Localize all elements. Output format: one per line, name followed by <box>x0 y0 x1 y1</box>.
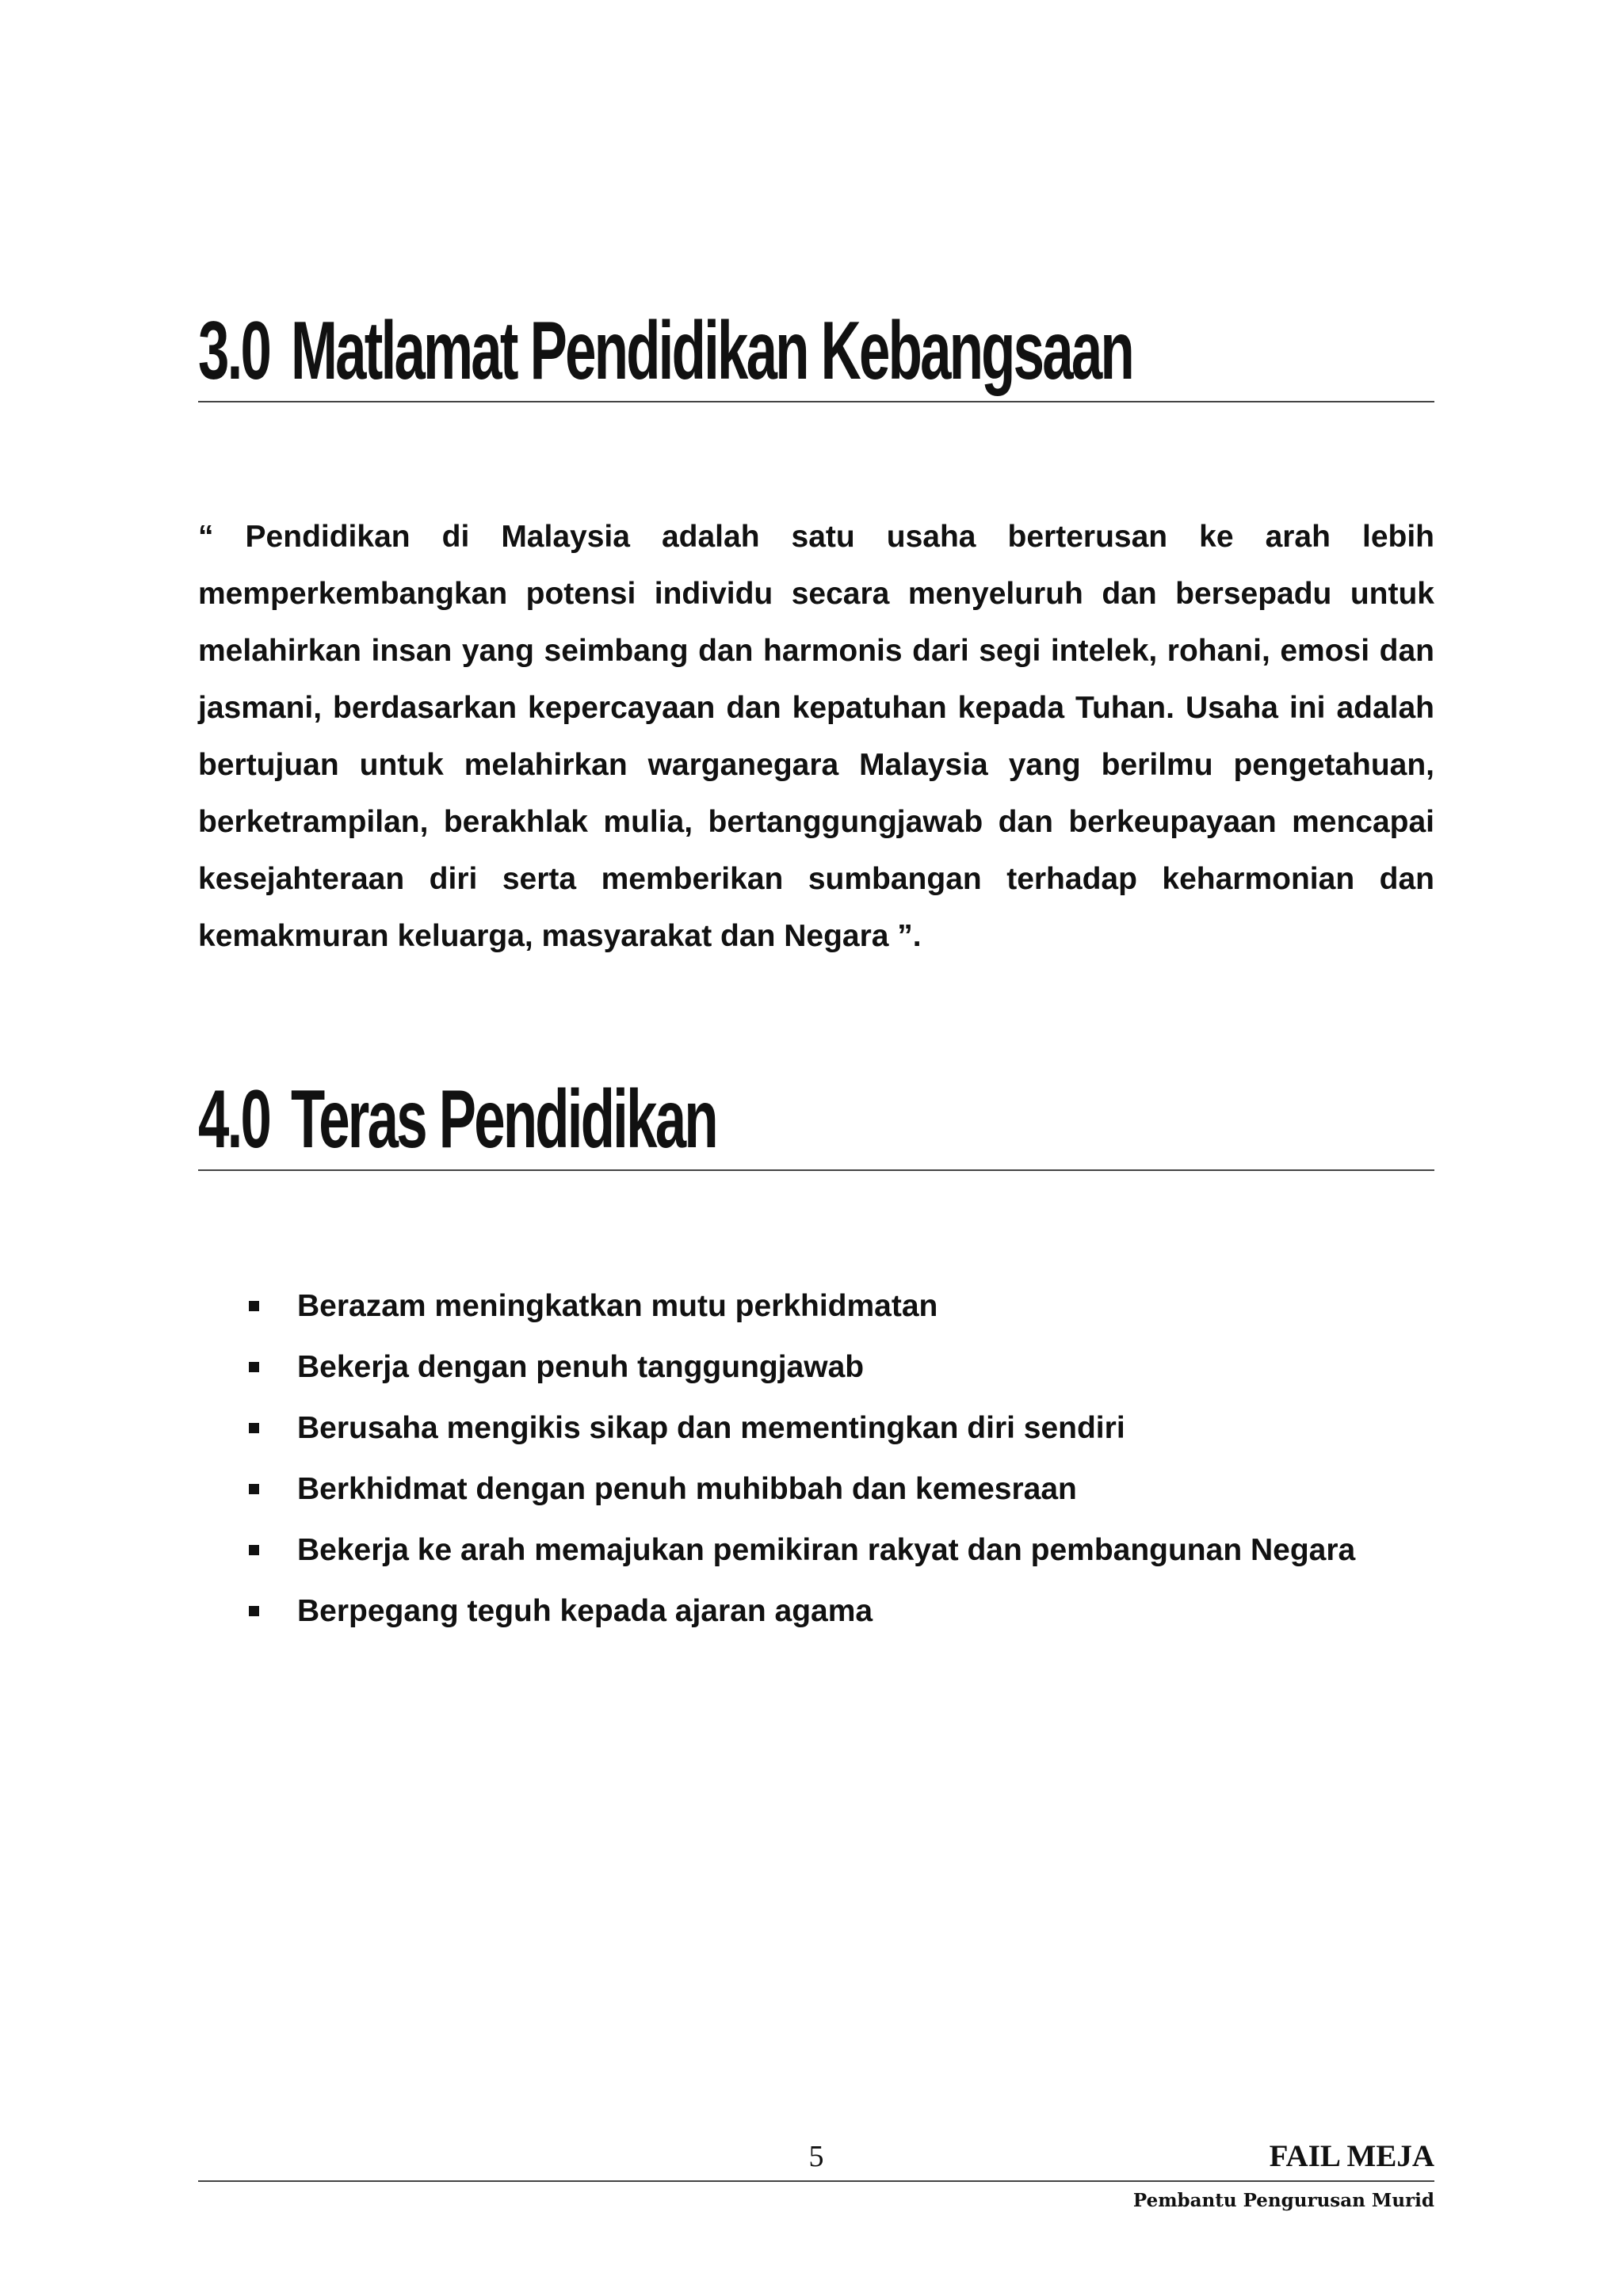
square-bullet-icon <box>249 1545 259 1555</box>
square-bullet-icon <box>249 1484 259 1494</box>
square-bullet-icon <box>249 1301 259 1311</box>
section-3-paragraph: “ Pendidikan di Malaysia adalah satu usaha berterusan ke arah lebih memperkembangkan potensi individu secara menyeluruh dan bersepadu untuk melahirkan insan yang seimbang dan harmonis dari segi intelek, rohani, emosi dan jasmani, berdasarkan kepercayaan dan kepatuhan kepada Tuhan. Usaha ini adalah bertujuan untuk melahirkan warganegara Malaysia yang berilmu pengetahuan, berketrampilan, berakhlak mulia, bertanggungjawab dan berkeupayaan mencapai kesejahteraan diri serta memberikan sumbangan terhadap keharmonian dan kemakmuran keluarga, masyarakat dan Negara ”. <box>198 520 1434 953</box>
list-item <box>198 1459 1434 1520</box>
list-item-text: Berazam meningkatkan mutu perkhidmatan <box>297 1289 938 1323</box>
footer-subtitle: Pembantu Pengurusan Murid <box>1132 2190 1434 2211</box>
list-item <box>198 1581 1434 1642</box>
section-4-divider <box>198 1169 1434 1171</box>
list-item <box>198 1337 1434 1398</box>
section-4-title: Teras Pendidikan <box>290 1074 716 1165</box>
section-3-divider <box>198 401 1434 402</box>
section-4-body <box>198 1276 1434 1642</box>
list-item-text: Berpegang teguh kepada ajaran agama <box>297 1594 873 1628</box>
square-bullet-icon <box>249 1423 259 1433</box>
section-3-heading <box>198 307 1434 395</box>
list-item-text: Berkhidmat dengan penuh muhibbah dan kemesraan <box>297 1472 1077 1506</box>
footer-divider <box>198 2180 1434 2182</box>
section-4-heading <box>198 1076 1434 1163</box>
list-item <box>198 1276 1434 1337</box>
list-item-text: Berusaha mengikis sikap dan mementingkan diri sendiri <box>297 1411 1125 1445</box>
square-bullet-icon <box>249 1606 259 1616</box>
section-3-number: 3.0 <box>198 305 270 397</box>
list-item-text: Bekerja ke arah memajukan pemikiran rakyat dan pembangunan Negara <box>297 1533 1356 1567</box>
page-number: 5 <box>808 2140 824 2173</box>
list-item-text: Bekerja dengan penuh tanggungjawab <box>297 1350 865 1384</box>
square-bullet-icon <box>249 1362 259 1372</box>
section-3-title: Matlamat Pendidikan Kebangsaan <box>290 305 1132 397</box>
teras-list <box>198 1276 1434 1642</box>
list-item <box>198 1520 1434 1581</box>
list-item <box>198 1398 1434 1459</box>
footer-title: FAIL MEJA <box>1269 2139 1434 2173</box>
section-3-body <box>198 509 1434 965</box>
section-4-number: 4.0 <box>198 1074 270 1165</box>
